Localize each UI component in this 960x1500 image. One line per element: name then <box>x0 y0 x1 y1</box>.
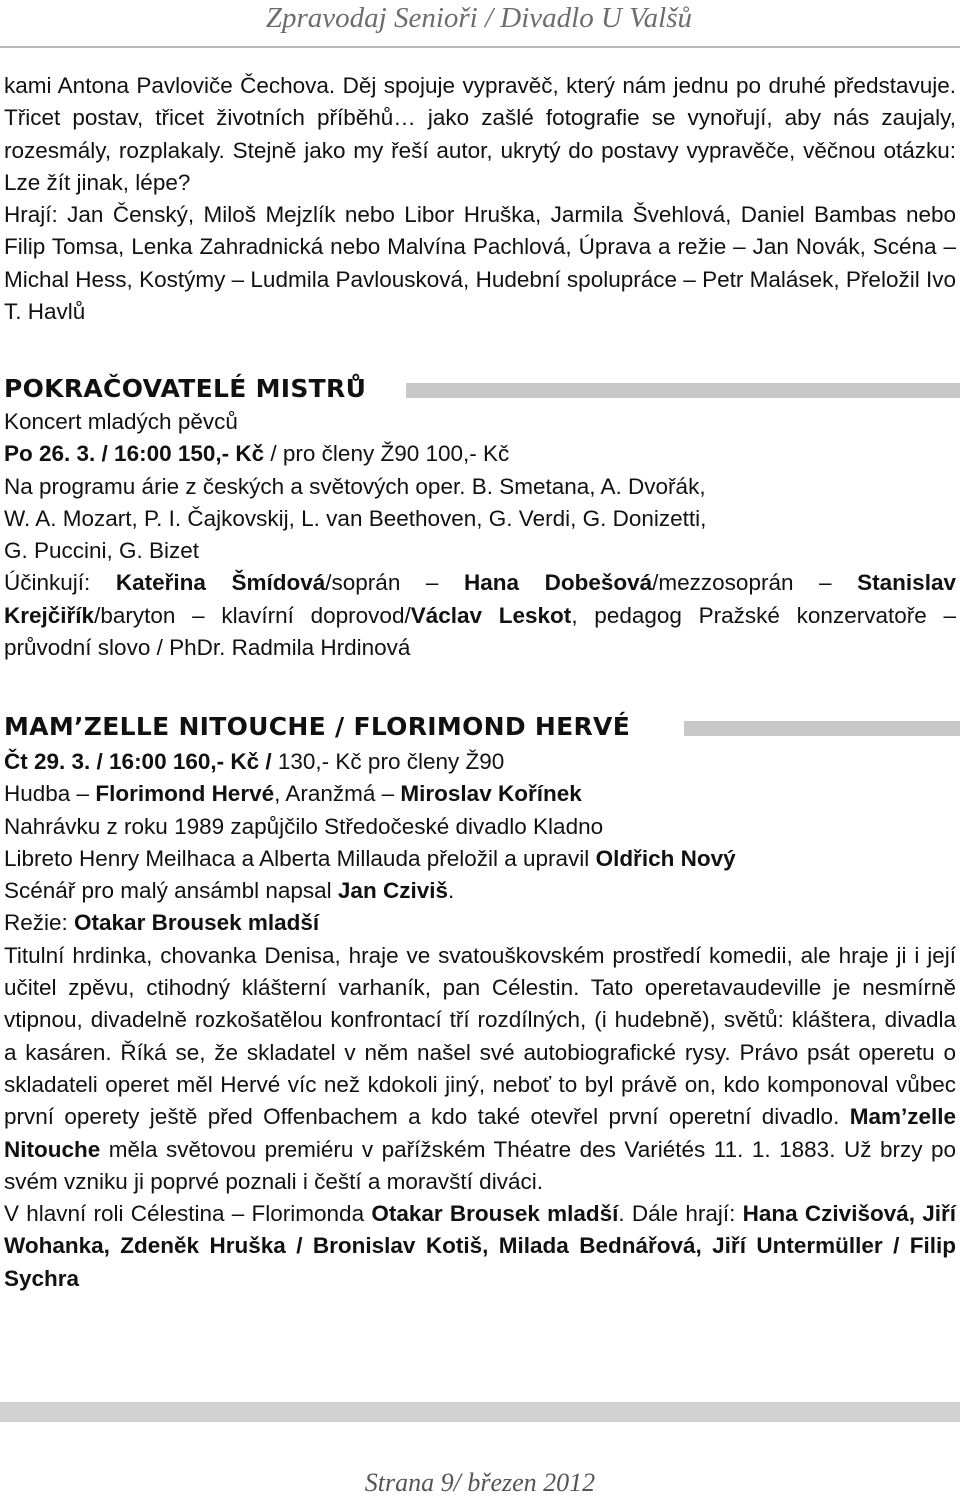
publication-title: Zpravodaj Senioři / Divadlo U Valšů <box>265 2 692 34</box>
bold-name: Mam’zelle Nitouche <box>4 1104 956 1162</box>
concert-date-bold: Po 26. 3. / 16:00 150,- Kč <box>4 441 265 467</box>
bold-name: Oldřich Nový <box>595 845 736 871</box>
bold-name: Hana Dobešová <box>464 570 653 596</box>
bold-name: Václav Leskot <box>410 602 572 628</box>
cast-paragraph: Hrají: Jan Čenský, Miloš Mejzlík nebo Libor Hruška, Jarmila Švehlová, Daniel Bambas nebo Filip Tomsa, Lenka Zahradnická nebo Malvína Pachlová, Úprava a režie – Jan Novák, Scéna – Michal Hess, Kostýmy – Ludmila Pavlousková, Hudební spolupráce – Petr Malásek, Přeložil Ivo T. Havlů <box>4 202 956 325</box>
bold-name: Florimond Hervé <box>95 781 275 807</box>
concert-date <box>4 438 956 470</box>
bold-name: Kateřina Šmídová <box>115 570 326 596</box>
operetta-title: MAM’ZELLE NITOUCHE / FLORIMOND HERVÉ <box>4 712 631 741</box>
operetta-script <box>4 875 956 907</box>
text-span: Účinkují: <box>4 570 116 596</box>
bold-name: Miroslav Kořínek <box>400 781 582 807</box>
bold-name: Otakar Brousek mladší <box>74 910 320 936</box>
text-span: . <box>447 878 455 904</box>
concert-program-line: W. A. Mozart, P. I. Čajkovskij, L. van Beethoven, G. Verdi, G. Donizetti, <box>4 505 707 531</box>
bold-name: Otakar Brousek mladší <box>371 1201 619 1227</box>
text-span: /mezzosoprán – <box>652 570 858 596</box>
page-number: Strana 9/ březen 2012 <box>364 1468 596 1497</box>
heading-bar <box>406 383 960 398</box>
operetta-recording: Nahrávku z roku 1989 zapůjčilo Středočeské divadlo Kladno <box>4 813 604 839</box>
operetta-cast <box>4 1198 956 1295</box>
concert-date-rest: / pro členy Ž90 100,- Kč <box>264 441 510 467</box>
text-span: /baryton – klavírní doprovod/ <box>94 602 411 628</box>
text-span: , Aranžmá – <box>274 781 401 807</box>
intro-paragraph: kami Antona Pavloviče Čechova. Děj spojuje vypravěč, který nám jednu po druhé představuje. Třicet postav, třicet životních příběhů… jako zašlé fotografie se vynořují, aby nás zaujaly, rozesmály, rozplakaly. Stejně jako my řeší autor, ukrytý do postavy vypravěče, věčnou otázku: Lze žít jinak, lépe? <box>4 73 956 195</box>
text-span: Libreto Henry Meilhaca a Alberta Millauda přeložil a upravil <box>4 845 596 871</box>
operetta-section <box>4 746 956 1295</box>
concert-heading <box>4 374 960 404</box>
operetta-director <box>4 907 956 939</box>
operetta-description <box>4 940 956 1198</box>
concert-program-line: Na programu árie z českých a světových oper. B. Smetana, A. Dvořák, <box>4 473 706 499</box>
text-span: měla světovou premiéru v pařížském Théatre des Variétés 11. 1. 1883. Už brzy po svém vzniku ji poprvé poznali i čeští a moravští diváci. <box>4 1136 956 1194</box>
text-span: . Dále hrají: <box>618 1201 743 1227</box>
text-span: /soprán – <box>325 570 465 596</box>
operetta-date-bold: Čt 29. 3. / 16:00 160,- Kč / <box>4 749 272 774</box>
concert-program-line: G. Puccini, G. Bizet <box>4 538 200 564</box>
heading-bar <box>684 721 960 736</box>
text-span: V hlavní roli Célestina – Florimonda <box>4 1201 372 1227</box>
concert-section <box>4 406 956 664</box>
text-span: Hudba – <box>4 781 96 807</box>
operetta-date <box>4 746 956 778</box>
bold-name: Stanislav Krejčiřík <box>4 570 956 628</box>
page-header <box>0 0 960 52</box>
text-span: Režie: <box>4 910 75 936</box>
text-span: Scénář pro malý ansámbl napsal <box>4 878 338 904</box>
operetta-date-rest: 130,- Kč pro členy Ž90 <box>271 749 505 774</box>
intro-section <box>4 70 956 328</box>
footer-divider <box>0 1402 960 1422</box>
text-span: Titulní hrdinka, chovanka Denisa, hraje ve svatouškovském prostředí komedii, ale hraje ji i její učitel zpěvu, ctihodný klášterní varhaník, pan Célestin. Tato operetavaudeville je nesmírně vtipnou, divadelně rozkošatělou konfrontací tří rozdílných, (i hudebně), světů: kláštera, divadla a kasáren. Říká se, že skladatel v něm našel své autobiografické rysy. Právo psát operetu o skladateli operet měl Hervé víc než kdokoli jiný, neboť to byl právě on, kdo komponoval vůbec první operety ještě před Offenbachem a kdo také otevřel první operetní divadlo. <box>4 942 956 1130</box>
bold-name: Jan Cziviš <box>337 878 448 904</box>
operetta-libretto <box>4 843 956 875</box>
concert-performers <box>4 567 956 664</box>
concert-subtitle: Koncert mladých pěvců <box>4 409 238 434</box>
text-span: , pedagog Pražské konzervatoře – průvodní slovo / PhDr. Radmila Hrdinová <box>4 602 956 661</box>
operetta-music <box>4 778 956 810</box>
bold-name: Hana Czivišová, Jiří Wohanka, Zdeněk Hruška / Bronislav Kotiš, Milada Bednářová, Jiří Untermüller / Filip Sychra <box>4 1201 956 1291</box>
header-divider <box>0 46 960 48</box>
operetta-heading <box>4 712 960 742</box>
concert-title: POKRAČOVATELÉ MISTRŮ <box>4 374 367 403</box>
